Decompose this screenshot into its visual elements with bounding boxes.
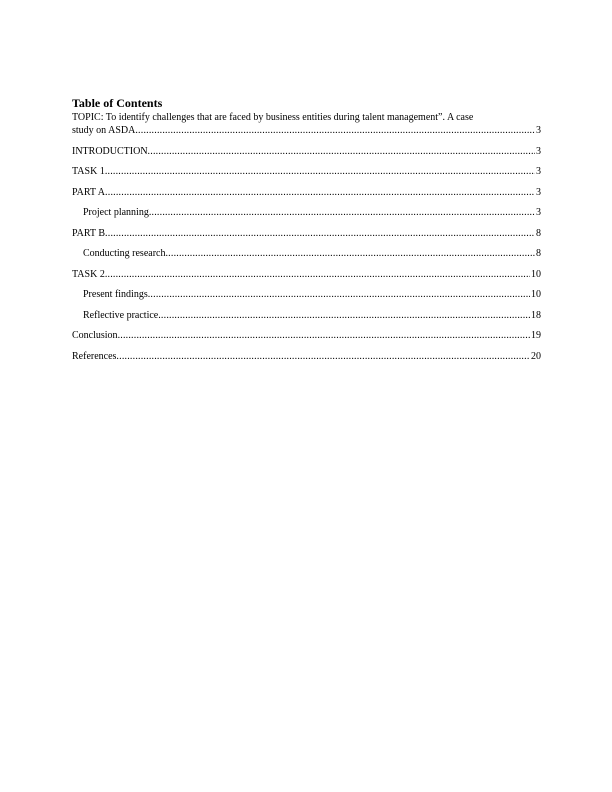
toc-dot-leader: [165, 247, 535, 260]
toc-dot-leader: [149, 206, 535, 219]
toc-page-number: 3: [536, 166, 541, 177]
toc-page-number: 10: [531, 268, 541, 280]
toc-entry-label: Present findings: [83, 289, 148, 300]
toc-entry-label: INTRODUCTION: [72, 145, 148, 157]
toc-dot-leader: [105, 186, 535, 199]
toc-entry-label: TASK 2: [72, 268, 105, 280]
toc-page-number: 20: [531, 350, 541, 362]
toc-dot-leader: [135, 124, 535, 137]
toc-page-number: 10: [531, 289, 541, 300]
toc-page-number: 3: [536, 145, 541, 157]
toc-dot-leader: [105, 227, 535, 240]
toc-entry-conclusion[interactable]: [72, 329, 541, 342]
toc-entry-label: References: [72, 350, 117, 362]
toc-entry-label: Reflective practice: [83, 309, 159, 321]
toc-entry-task-2[interactable]: [72, 268, 541, 281]
toc-entry-label: TASK 1: [72, 166, 105, 177]
toc-dot-leader: [116, 350, 530, 363]
table-of-contents: [72, 96, 541, 370]
toc-dot-leader: [158, 309, 530, 322]
toc-entry-label: Project planning: [83, 207, 149, 218]
toc-entry-project-planning[interactable]: [72, 206, 541, 219]
toc-entry-task-1[interactable]: [72, 165, 541, 178]
toc-heading: Table of Contents: [72, 96, 163, 110]
toc-dot-leader: [105, 165, 535, 178]
toc-dot-leader: [118, 329, 530, 342]
toc-entry-label: PART A: [72, 186, 106, 198]
toc-entry-conducting-research[interactable]: [72, 247, 541, 260]
toc-page-number: 8: [536, 248, 541, 259]
toc-entry-reflective-practice[interactable]: [72, 309, 541, 322]
toc-page-number: 8: [536, 227, 541, 239]
toc-entry-references[interactable]: [72, 350, 541, 363]
toc-entry-present-findings[interactable]: [72, 288, 541, 301]
toc-dot-leader: [105, 268, 530, 281]
toc-entry-part-a[interactable]: [72, 186, 541, 199]
toc-entry-label-line1: TOPIC: To identify challenges that are faced by business entities during talent management”. A case: [72, 112, 474, 123]
toc-page-number: 18: [531, 309, 541, 321]
toc-entry-label: PART B: [72, 227, 106, 239]
toc-entry-topic[interactable]: [72, 111, 541, 137]
toc-entry-label: study on ASDA: [72, 125, 136, 136]
toc-entry-introduction[interactable]: [72, 145, 541, 158]
toc-entry-label: Conclusion: [72, 330, 118, 341]
toc-page-number: 3: [536, 186, 541, 198]
toc-dot-leader: [148, 288, 530, 301]
toc-entry-label: Conducting research: [83, 248, 166, 259]
toc-dot-leader: [148, 145, 535, 158]
toc-page-number: 3: [536, 207, 541, 218]
toc-page-number: 19: [531, 330, 541, 341]
toc-page-number: 3: [536, 125, 541, 136]
toc-entry-part-b[interactable]: [72, 227, 541, 240]
